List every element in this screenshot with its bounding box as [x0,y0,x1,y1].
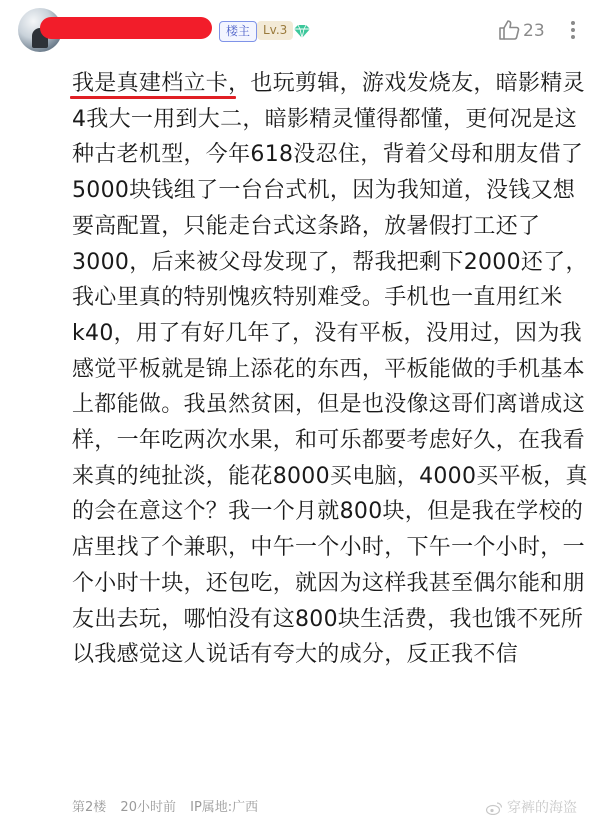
username-redaction [40,17,212,39]
level-badge: Lv.3 [257,21,293,40]
weibo-icon [486,801,503,815]
more-vertical-icon[interactable] [563,19,583,41]
gem-icon [294,23,310,39]
ip-location: IP属地:广西 [190,800,259,815]
post-body: 我是真建档立卡，也玩剪辑，游戏发烧友，暗影精灵4我大一用到大二，暗影精灵懂得都懂，更何况是这种古老机型，今年618没忍住，背着父母和朋友借了5000块钱组了一台台式机，因为我知道，没钱又想要高配置，只能走台式这条路，放暑假打工还了3000，后来被父母发现了，帮我把剩下2000还了，我心里真的特别愧疚特别难受。手机也一直用红米k40，用了有好几年了，没有平板，没用过，因为我感觉平板就是锦上添花的东西，平板能做的手机基本上都能做。我虽然贫困，但是也没像这哥们离谱成这样，一年吃两次水果，和可乐都要考虑好久，在我看来真的纯扯淡，能花8000买电脑，4000买平板，真的会在意这个？我一个月就800块，但是我在学校的店里找了个兼职，中午一个小时，下午一个小时，一个小时十块，还包吃，就因为这样我甚至偶尔能和朋友出去玩，哪怕没有这800块生活费，我也饿不死所以我感觉这人说话有夸大的成分，反正我不信 [72,71,588,668]
post-footer [72,800,268,816]
like-count: 23 [523,21,545,41]
owner-badge: 楼主 [219,21,257,42]
post-header [0,0,600,62]
watermark-text: 穿裤的海盗 [507,800,577,816]
post-time: 20小时前 [120,800,176,815]
watermark [486,799,577,817]
floor-label: 第2楼 [72,800,107,815]
thumbs-up-icon[interactable] [498,19,520,41]
highlight-underline [70,96,236,99]
